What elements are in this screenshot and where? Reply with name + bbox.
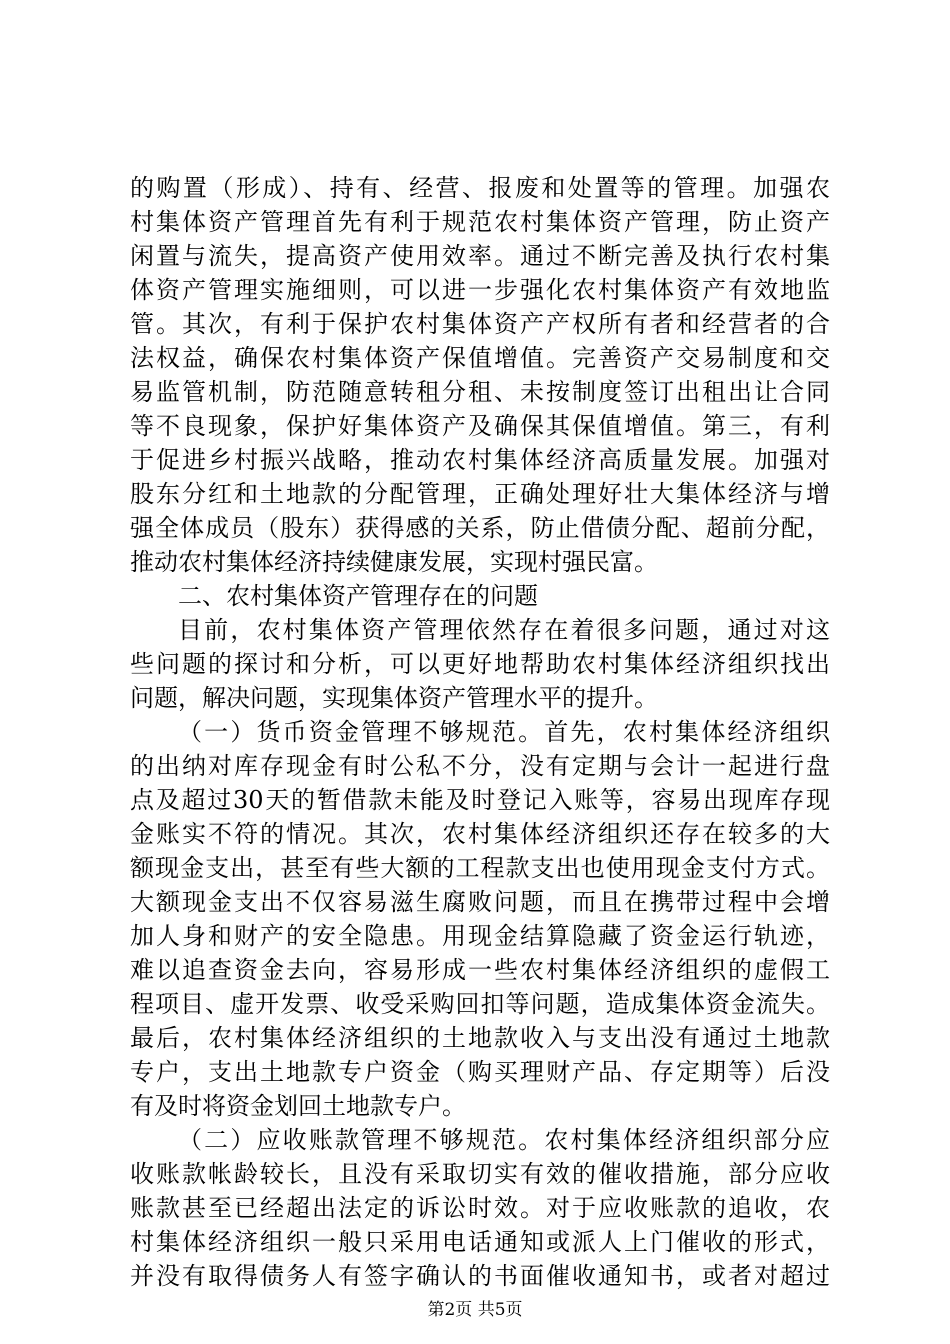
text-line: 收账款帐龄较长，且没有采取切实有效的催收措施，部分应收 <box>130 1160 830 1188</box>
text-line: 问题，解决问题，实现集体资产管理水平的提升。 <box>130 684 658 712</box>
text-line: 易监管机制，防范随意转租分租、未按制度签订出租出让合同 <box>130 378 830 406</box>
section-heading: 二、农村集体资产管理存在的问题 <box>178 582 538 610</box>
text-line: 推动农村集体经济持续健康发展，实现村强民富。 <box>130 548 658 576</box>
text-line: 点及超过30天的暂借款未能及时登记入账等，容易出现库存现 <box>130 786 830 814</box>
text-line: 法权益，确保农村集体资产保值增值。完善资产交易制度和交 <box>130 344 830 372</box>
text-line: 闲置与流失，提高资产使用效率。通过不断完善及执行农村集 <box>130 242 830 270</box>
text-line: 管。其次，有利于保护农村集体资产产权所有者和经营者的合 <box>130 310 830 338</box>
text-line: 的购置（形成）、持有、经营、报废和处置等的管理。加强农 <box>130 174 830 202</box>
text-line: 程项目、虚开发票、收受采购回扣等问题，造成集体资金流失。 <box>130 990 830 1018</box>
text-line: 于促进乡村振兴战略，推动农村集体经济高质量发展。加强对 <box>130 446 830 474</box>
text-line: 村集体资产管理首先有利于规范农村集体资产管理，防止资产 <box>130 208 830 236</box>
text-line: 专户，支出土地款专户资金（购买理财产品、存定期等）后没 <box>130 1058 830 1086</box>
text-line: 目前，农村集体资产管理依然存在着很多问题，通过对这 <box>178 616 830 644</box>
text-line: 股东分红和土地款的分配管理，正确处理好壮大集体经济与增 <box>130 480 830 508</box>
text-line: 等不良现象，保护好集体资产及确保其保值增值。第三，有利 <box>130 412 830 440</box>
text-line: 难以追查资金去向，容易形成一些农村集体经济组织的虚假工 <box>130 956 830 984</box>
page-number-footer: 第2页 共5页 <box>427 1300 523 1320</box>
text-line: 的出纳对库存现金有时公私不分，没有定期与会计一起进行盘 <box>130 752 830 780</box>
subsection-heading-line: （一）货币资金管理不够规范。首先，农村集体经济组织 <box>178 718 830 746</box>
subsection-heading-line: （二）应收账款管理不够规范。农村集体经济组织部分应 <box>178 1126 830 1154</box>
text-line: 并没有取得债务人有签字确认的书面催收通知书，或者对超过 <box>130 1262 830 1290</box>
text-line: 大额现金支出不仅容易滋生腐败问题，而且在携带过程中会增 <box>130 888 830 916</box>
text-line: 金账实不符的情况。其次，农村集体经济组织还存在较多的大 <box>130 820 830 848</box>
text-line: 强全体成员（股东）获得感的关系，防止借债分配、超前分配， <box>130 514 830 542</box>
text-line: 账款甚至已经超出法定的诉讼时效。对于应收账款的追收，农 <box>130 1194 830 1222</box>
text-line: 加人身和财产的安全隐患。用现金结算隐藏了资金运行轨迹， <box>130 922 830 950</box>
text-line: 村集体经济组织一般只采用电话通知或派人上门催收的形式， <box>130 1228 830 1256</box>
text-line: 体资产管理实施细则，可以进一步强化农村集体资产有效地监 <box>130 276 830 304</box>
text-line: 额现金支出，甚至有些大额的工程款支出也使用现金支付方式。 <box>130 854 830 882</box>
text-line: 最后，农村集体经济组织的土地款收入与支出没有通过土地款 <box>130 1024 830 1052</box>
text-line: 有及时将资金划回土地款专户。 <box>130 1092 466 1120</box>
text-line: 些问题的探讨和分析，可以更好地帮助农村集体经济组织找出 <box>130 650 830 678</box>
